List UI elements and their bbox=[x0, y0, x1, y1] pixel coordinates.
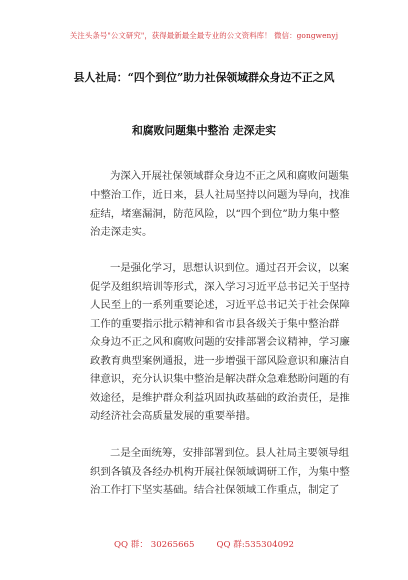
footer-qq-group-2: QQ 群:535304092 bbox=[216, 540, 294, 550]
header-promo-note: 关注头条号"公文研究"，获得最新最全最专业的公文资料库！ 微信：gongwenyj bbox=[69, 31, 339, 40]
footer-qq-group-1: QQ 群： 30265665 bbox=[113, 540, 195, 550]
body-line: 众身边不正之风和腐败问题的安排部署会议精神，学习廉 bbox=[90, 336, 350, 348]
document-title-line-1: 县人社局：“四个到位”助力社保领域群众身边不正之风 bbox=[73, 71, 335, 84]
body-line: 工作的重要指示批示精神和省市县各级关于集中整治群 bbox=[90, 318, 340, 330]
body-line: 人民至上的一系列重要论述，习近平总书记关于社会保障 bbox=[90, 299, 350, 311]
body-line: 一是强化学习，思想认识到位。通过召开会议，以案 bbox=[110, 262, 349, 274]
body-line: 治走深走实。 bbox=[90, 226, 153, 238]
body-line: 律意识，充分认识集中整治是解决群众急难愁盼问题的有 bbox=[90, 373, 350, 385]
body-line: 效途径，是维护群众利益巩固执政基础的政治责任，是推 bbox=[90, 392, 350, 404]
body-line: 症结，堵塞漏洞，防范风险，以“四个到位”助力集中整 bbox=[90, 208, 340, 220]
footer-qq-groups bbox=[0, 538, 408, 550]
body-line: 促学及组织培训等形式，深入学习习近平总书记关于坚持 bbox=[90, 281, 350, 293]
body-line: 为深入开展社保领域群众身边不正之风和腐败问题集 bbox=[110, 170, 349, 182]
body-line: 织到各镇及各经办机构开展社保领域调研工作，为集中整 bbox=[90, 466, 350, 478]
body-line: 二是全面统筹，安排部署到位。县人社局主要领导组 bbox=[110, 447, 349, 459]
body-line: 政教育典型案例通报，进一步增强干部风险意识和廉洁自 bbox=[90, 355, 350, 367]
document-title-line-2: 和腐败问题集中整治 走深走实 bbox=[131, 124, 277, 137]
body-line: 动经济社会高质量发展的重要举措。 bbox=[90, 410, 257, 422]
body-line: 中整治工作，近日来，县人社局坚持以问题为导向，找准 bbox=[90, 189, 350, 201]
body-line: 治工作打下坚实基础。结合社保领域工作重点，制定了 bbox=[90, 484, 340, 496]
